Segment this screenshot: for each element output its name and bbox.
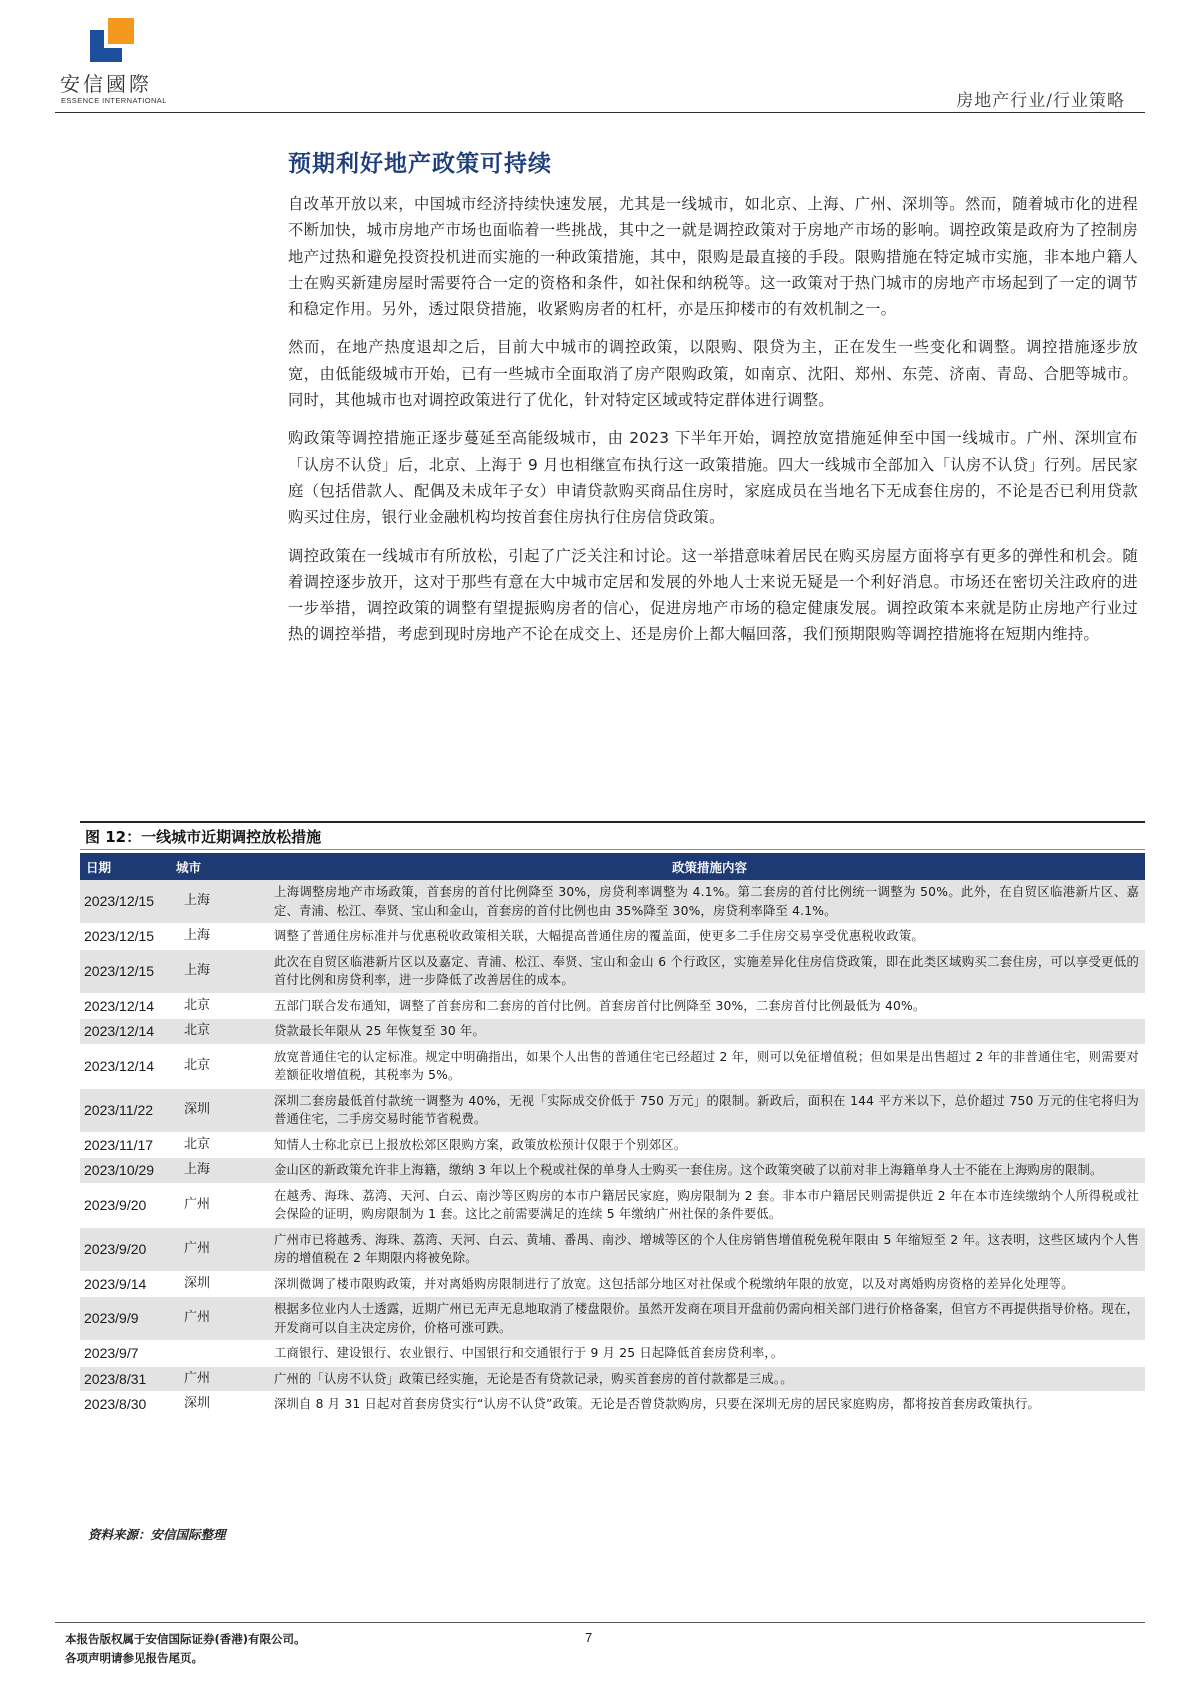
table-row bbox=[80, 1019, 1145, 1045]
disclaimer-line: 本报告版权属于安信国际证券(香港)有限公司。 bbox=[65, 1632, 306, 1646]
page-header bbox=[0, 0, 1200, 120]
cell-city: 北京 bbox=[170, 1132, 268, 1158]
cell-content: 深圳自 8 月 31 日起对首套房贷实行“认房不认贷”政策。无论是否曾贷款购房，只要在深圳无房的居民家庭购房，都将按首套房政策执行。 bbox=[268, 1392, 1145, 1418]
cell-city: 上海 bbox=[170, 880, 268, 924]
cell-content: 五部门联合发布通知，调整了首套房和二套房的首付比例。首套房首付比例降至 30%，二套房首付比例最低为 40%。 bbox=[268, 993, 1145, 1019]
table-row bbox=[80, 1341, 1145, 1367]
table-row bbox=[80, 924, 1145, 950]
paragraph: 然而，在地产热度退却之后，目前大中城市的调控政策，以限购、限贷为主，正在发生一些变化和调整。调控措施逐步放宽，由低能级城市开始，已有一些城市全面取消了房产限购政策，如南京、沈阳、郑州、东莞、济南、青岛、合肥等城市。同时，其他城市也对调控政策进行了优化，针对特定区域或特定群体进行调整。 bbox=[288, 338, 1138, 410]
cell-city: 上海 bbox=[170, 1158, 268, 1184]
page-number: 7 bbox=[585, 1630, 593, 1645]
figure-top-rule bbox=[80, 821, 1145, 823]
cell-content: 放宽普通住宅的认定标准。规定中明确指出，如果个人出售的普通住宅已经超过 2 年，则可以免征增值税；但如果是出售超过 2 年的非普通住宅，则需要对差额征收增值税，其税率为 5%。 bbox=[268, 1044, 1145, 1088]
section-title: 预期利好地产政策可持续 bbox=[288, 150, 552, 177]
cell-city: 广州 bbox=[170, 1297, 268, 1341]
cell-date: 2023/12/15 bbox=[80, 924, 170, 950]
cell-content: 知情人士称北京已上报放松郊区限购方案，政策放松预计仅限于个别郊区。 bbox=[268, 1132, 1145, 1158]
cell-city: 上海 bbox=[170, 924, 268, 950]
cell-city: 广州 bbox=[170, 1227, 268, 1271]
cell-date: 2023/8/31 bbox=[80, 1366, 170, 1392]
table-row bbox=[80, 949, 1145, 993]
cell-content: 广州的「认房不认贷」政策已经实施，无论是否有贷款记录，购买首套房的首付款都是三成。。 bbox=[268, 1366, 1145, 1392]
report-category: 房地产行业/行业策略 bbox=[956, 91, 1125, 111]
cell-content: 上海调整房地产市场政策，首套房的首付比例降至 30%，房贷利率调整为 4.1%。第二套房的首付比例统一调整为 50%。此外，在自贸区临港新片区、嘉定、青浦、松江、奉贤、宝山和金山，首套房的首付比例也由 35%降至 30%，房贷利率降至 4.1%。 bbox=[268, 880, 1145, 924]
cell-content: 在越秀、海珠、荔湾、天河、白云、南沙等区购房的本市户籍居民家庭，购房限制为 2 套。非本市户籍居民则需提供近 2 年在本市连续缴纳个人所得税或社会保险的证明，购房限制为 1 套。这比之前需要满足的连续 5 年缴纳广州社保的条件要低。 bbox=[268, 1183, 1145, 1227]
cell-date: 2023/12/14 bbox=[80, 993, 170, 1019]
cell-date: 2023/9/9 bbox=[80, 1297, 170, 1341]
table-row bbox=[80, 1271, 1145, 1297]
cell-date: 2023/9/7 bbox=[80, 1341, 170, 1367]
cell-city: 深圳 bbox=[170, 1271, 268, 1297]
cell-city bbox=[170, 1341, 268, 1367]
column-header-city: 城市 bbox=[170, 853, 268, 880]
disclaimer-line: 各项声明请参见报告尾页。 bbox=[65, 1651, 203, 1665]
cell-date: 2023/12/14 bbox=[80, 1019, 170, 1045]
cell-date: 2023/12/14 bbox=[80, 1044, 170, 1088]
logo-orange-square bbox=[108, 18, 134, 44]
paragraph: 调控政策在一线城市有所放松，引起了广泛关注和讨论。这一举措意味着居民在购买房屋方面将享有更多的弹性和机会。随着调控逐步放开，这对于那些有意在大中城市定居和发展的外地人士来说无疑是一个利好消息。市场还在密切关注政府的进一步举措，调控政策的调整有望提振购房者的信心，促进房地产市场的稳定健康发展。调控政策本来就是防止房地产行业过热的调控举措，考虑到现时房地产不论在成交上、还是房价上都大幅回落，我们预期限购等调控措施将在短期内维持。 bbox=[288, 546, 1138, 644]
header-divider bbox=[55, 112, 1145, 113]
table-row bbox=[80, 1297, 1145, 1341]
policy-table bbox=[80, 853, 1145, 1418]
table-row bbox=[80, 1366, 1145, 1392]
cell-city: 深圳 bbox=[170, 1392, 268, 1418]
cell-content: 贷款最长年限从 25 年恢复至 30 年。 bbox=[268, 1019, 1145, 1045]
cell-city: 北京 bbox=[170, 1044, 268, 1088]
cell-content: 此次在自贸区临港新片区以及嘉定、青浦、松江、奉贤、宝山和金山 6 个行政区，实施差异化住房信贷政策，即在此类区域购买二套住房，可以享受更低的首付比例和房贷利率，进一步降低了改善居住的成本。 bbox=[268, 949, 1145, 993]
cell-date: 2023/11/17 bbox=[80, 1132, 170, 1158]
cell-date: 2023/10/29 bbox=[80, 1158, 170, 1184]
table-header-row bbox=[80, 853, 1145, 880]
table-row bbox=[80, 993, 1145, 1019]
cell-content: 深圳微调了楼市限购政策，并对离婚购房限制进行了放宽。这包括部分地区对社保或个税缴纳年限的放宽，以及对离婚购房资格的差异化处理等。 bbox=[268, 1271, 1145, 1297]
cell-content: 金山区的新政策允许非上海籍，缴纳 3 年以上个税或社保的单身人士购买一套住房。这个政策突破了以前对非上海籍单身人士不能在上海购房的限制。 bbox=[268, 1158, 1145, 1184]
figure-title: 图 12：一线城市近期调控放松措施 bbox=[85, 828, 322, 846]
body-text bbox=[288, 191, 1138, 660]
table-row bbox=[80, 1044, 1145, 1088]
cell-date: 2023/12/15 bbox=[80, 949, 170, 993]
column-header-content: 政策措施内容 bbox=[268, 853, 1145, 880]
cell-city: 上海 bbox=[170, 949, 268, 993]
cell-content: 深圳二套房最低首付款统一调整为 40%，无视「实际成交价低于 750 万元」的限制。新政后，面积在 144 平方米以下，总价超过 750 万元的住宅将归为普通住宅，二手房交易时能节省税费。 bbox=[268, 1088, 1145, 1132]
cell-date: 2023/9/14 bbox=[80, 1271, 170, 1297]
figure-source: 资料来源：安信国际整理 bbox=[88, 1527, 226, 1542]
cell-content: 广州市已将越秀、海珠、荔湾、天河、白云、黄埔、番禺、南沙、增城等区的个人住房销售增值税免税年限由 5 年缩短至 2 年。这表明，这些区域内个人售房的增值税在 2 年期限内将被免除。 bbox=[268, 1227, 1145, 1271]
cell-date: 2023/9/20 bbox=[80, 1227, 170, 1271]
cell-city: 深圳 bbox=[170, 1088, 268, 1132]
cell-city: 广州 bbox=[170, 1183, 268, 1227]
table-row bbox=[80, 1392, 1145, 1418]
cell-city: 北京 bbox=[170, 993, 268, 1019]
table-row bbox=[80, 1088, 1145, 1132]
footer-divider bbox=[55, 1622, 1145, 1623]
table-row bbox=[80, 1132, 1145, 1158]
cell-content: 调整了普通住房标准并与优惠税收政策相关联，大幅提高普通住房的覆盖面，使更多二手住房交易享受优惠税收政策。 bbox=[268, 924, 1145, 950]
table-body bbox=[80, 880, 1145, 1417]
cell-city: 北京 bbox=[170, 1019, 268, 1045]
table-row bbox=[80, 1158, 1145, 1184]
table-row bbox=[80, 1227, 1145, 1271]
cell-date: 2023/11/22 bbox=[80, 1088, 170, 1132]
column-header-date: 日期 bbox=[80, 853, 170, 880]
footer-disclaimer bbox=[65, 1630, 306, 1668]
table-row bbox=[80, 880, 1145, 924]
cell-city: 广州 bbox=[170, 1366, 268, 1392]
paragraph: 购政策等调控措施正逐步蔓延至高能级城市，由 2023 下半年开始，调控放宽措施延伸至中国一线城市。广州、深圳宣布「认房不认贷」后，北京、上海于 9 月也相继宣布执行这一政策措施。四大一线城市全部加入「认房不认贷」行列。居民家庭（包括借款人、配偶及未成年子女）申请贷款购买商品住房时，家庭成员在当地名下无成套住房的，不论是否已利用贷款购买过住房，银行业金融机构均按首套住房执行住房信贷政策。 bbox=[288, 429, 1138, 527]
logo-mark-icon bbox=[90, 18, 134, 62]
paragraph: 自改革开放以来，中国城市经济持续快速发展，尤其是一线城市，如北京、上海、广州、深圳等。然而，随着城市化的进程不断加快，城市房地产市场也面临着一些挑战，其中之一就是调控政策对于房地产市场的影响。调控政策是政府为了控制房地产过热和避免投资投机进而实施的一种政策措施，其中，限购是最直接的手段。限购措施在特定城市实施，非本地户籍人士在购买新建房屋时需要符合一定的资格和条件，如社保和纳税等。这一政策对于热门城市的房地产市场起到了一定的调节和稳定作用。另外，透过限贷措施，收紧购房者的杠杆，亦是压抑楼市的有效机制之一。 bbox=[288, 195, 1138, 319]
cell-date: 2023/12/15 bbox=[80, 880, 170, 924]
figure-title-rule bbox=[80, 849, 1145, 850]
cell-content: 根据多位业内人士透露，近期广州已无声无息地取消了楼盘限价。虽然开发商在项目开盘前仍需向相关部门进行价格备案，但官方不再提供指导价格。现在，开发商可以自主决定房价，价格可涨可跌。 bbox=[268, 1297, 1145, 1341]
logo-chinese-name: 安信國際 bbox=[60, 72, 152, 96]
cell-date: 2023/9/20 bbox=[80, 1183, 170, 1227]
cell-date: 2023/8/30 bbox=[80, 1392, 170, 1418]
logo-english-name: ESSENCE INTERNATIONAL bbox=[61, 96, 167, 105]
table-row bbox=[80, 1183, 1145, 1227]
cell-content: 工商银行、建设银行、农业银行、中国银行和交通银行于 9 月 25 日起降低首套房贷利率，。 bbox=[268, 1341, 1145, 1367]
